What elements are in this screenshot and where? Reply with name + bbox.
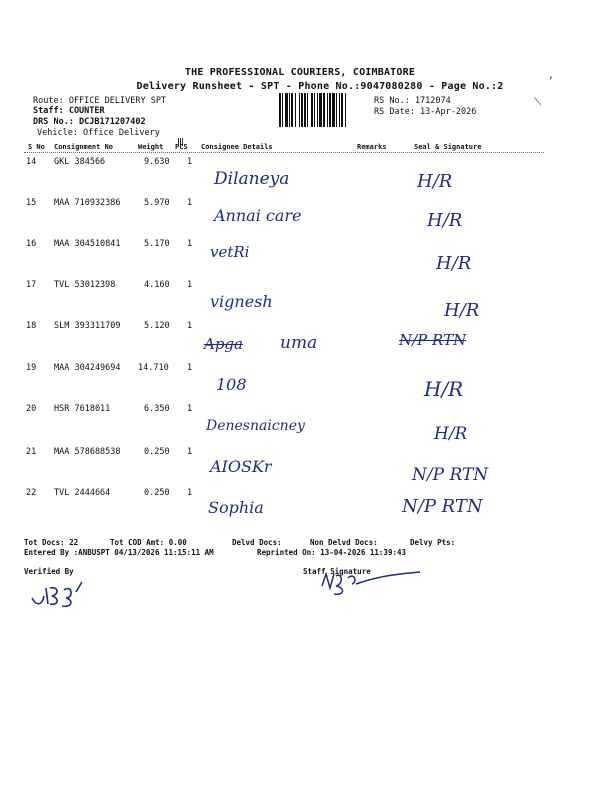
row-weight: 6.350: [144, 404, 170, 414]
total-cod: Tot COD Amt: 0.00: [110, 538, 187, 547]
col-pcs: PCS: [175, 143, 188, 151]
row-consignee-handwritten: Dilaneya: [214, 169, 290, 189]
company-title: THE PROFESSIONAL COURIERS, COIMBATORE: [184, 67, 416, 78]
row-consignee-struck: Apga: [204, 335, 243, 353]
route-text: Route: OFFICE DELIVERY SPT: [33, 96, 167, 106]
row-consignment: SLM 393311709: [54, 321, 121, 331]
row-seal-handwritten: N/P RTN: [399, 331, 467, 349]
table-row: [24, 363, 554, 403]
row-consignment: MAA 710932386: [54, 198, 121, 208]
row-seal-handwritten: H/R: [417, 171, 453, 192]
row-weight: 0.250: [144, 488, 170, 498]
row-sno: 15: [26, 198, 37, 208]
row-consignee-handwritten: 108: [216, 375, 247, 394]
row-seal-handwritten: N/P RTN: [412, 465, 489, 485]
row-weight: 5.170: [144, 239, 170, 249]
row-consignment: GKL 384566: [54, 157, 106, 167]
table-row: [24, 239, 554, 279]
rs-number: RS No.: 1712074: [374, 96, 451, 106]
non-delivered-docs: Non Delvd Docs:: [310, 538, 378, 547]
row-sno: 14: [26, 157, 37, 167]
rs-info: [374, 96, 476, 117]
total-docs: Tot Docs: 22: [24, 538, 79, 547]
row-weight: 9.630: [144, 157, 170, 167]
drs-number: DRS No.: DCJB171207402: [33, 117, 146, 127]
row-consignment: MAA 304249694: [54, 363, 121, 373]
row-sno: 19: [26, 363, 37, 373]
table-row: [24, 280, 554, 320]
row-consignee-handwritten: vetRi: [210, 243, 250, 261]
reprinted-on: Reprinted On: 13-04-2026 11:39:43: [257, 548, 407, 557]
table-row: [24, 488, 554, 528]
col-sno: S No: [28, 143, 45, 151]
margin-mark: ,: [548, 70, 555, 81]
row-pcs: 1: [187, 198, 193, 208]
row-weight: 5.120: [144, 321, 170, 331]
verified-by-label: Verified By: [24, 567, 74, 576]
col-weight: Weight: [138, 143, 164, 151]
row-consignee-handwritten: Annai care: [214, 206, 302, 225]
row-pcs: 1: [187, 447, 193, 457]
row-consignment: TVL 53012398: [54, 280, 116, 290]
row-pcs: 1: [187, 404, 193, 414]
row-consignee-handwritten: vignesh: [210, 292, 273, 311]
table-row: [24, 157, 554, 197]
row-sno: 21: [26, 447, 37, 457]
table-row: [24, 321, 554, 361]
table-row: [24, 447, 554, 487]
row-seal-handwritten: H/R: [427, 210, 463, 231]
row-sno: 17: [26, 280, 37, 290]
delivered-docs: Delvd Docs:: [232, 538, 282, 547]
row-consignment: HSR 7618011: [54, 404, 111, 414]
col-seal: Seal & Signature: [414, 143, 482, 151]
row-seal-handwritten: N/P RTN: [402, 496, 483, 517]
col-consignment: Consignment No: [54, 143, 114, 151]
row-pcs: 1: [187, 280, 193, 290]
row-pcs: 1: [187, 363, 193, 373]
row-consignee-handwritten: Sophia: [208, 498, 264, 517]
runsheet-subtitle: Delivery Runsheet - SPT - Phone No.:9047080280 - Page No.:2: [136, 81, 504, 92]
row-pcs: 1: [187, 488, 193, 498]
row-consignment: MAA 304510841: [54, 239, 121, 249]
row-seal-handwritten: H/R: [436, 253, 472, 274]
staff-signature-label: Staff Signature: [303, 567, 371, 576]
vehicle-text: Vehicle: Office Delivery: [37, 128, 160, 138]
row-consignee-handwritten: AIOSKr: [210, 457, 272, 476]
row-weight: 0.250: [144, 447, 170, 457]
header-divider: [24, 152, 544, 153]
row-seal-handwritten: H/R: [424, 377, 464, 401]
col-consignee: Consignee Details: [201, 143, 273, 151]
row-pcs: 1: [187, 239, 193, 249]
row-consignee-handwritten: uma: [280, 333, 318, 353]
table-row: [24, 198, 554, 238]
row-sno: 18: [26, 321, 37, 331]
rs-date: RS Date: 13-Apr-2026: [374, 106, 477, 117]
margin-mark: [534, 91, 549, 106]
barcode-image: [279, 93, 372, 127]
row-seal-handwritten: H/R: [444, 300, 480, 321]
row-pcs: 1: [187, 157, 193, 167]
row-weight: 14.710: [138, 363, 169, 373]
delivery-points: Delvy Pts:: [410, 538, 456, 547]
staff-signature: [318, 566, 428, 598]
table-row: [24, 404, 554, 444]
verified-signature: [28, 576, 98, 610]
row-sno: 20: [26, 404, 37, 414]
entered-by: Entered By :ANBUSPT 04/13/2026 11:15:11 AM: [24, 548, 214, 557]
row-consignment: TVL 2444664: [54, 488, 111, 498]
row-weight: 4.160: [144, 280, 170, 290]
row-weight: 5.970: [144, 198, 170, 208]
row-sno: 22: [26, 488, 37, 498]
row-consignee-handwritten: Denesnaicney: [206, 418, 305, 434]
row-consignment: MAA 578688538: [54, 447, 121, 457]
col-remarks: Remarks: [357, 143, 387, 151]
row-seal-handwritten: H/R: [434, 424, 468, 444]
staff-text: Staff: COUNTER: [33, 106, 105, 116]
row-sno: 16: [26, 239, 37, 249]
row-pcs: 1: [187, 321, 193, 331]
barcode-ticks: [178, 131, 184, 139]
